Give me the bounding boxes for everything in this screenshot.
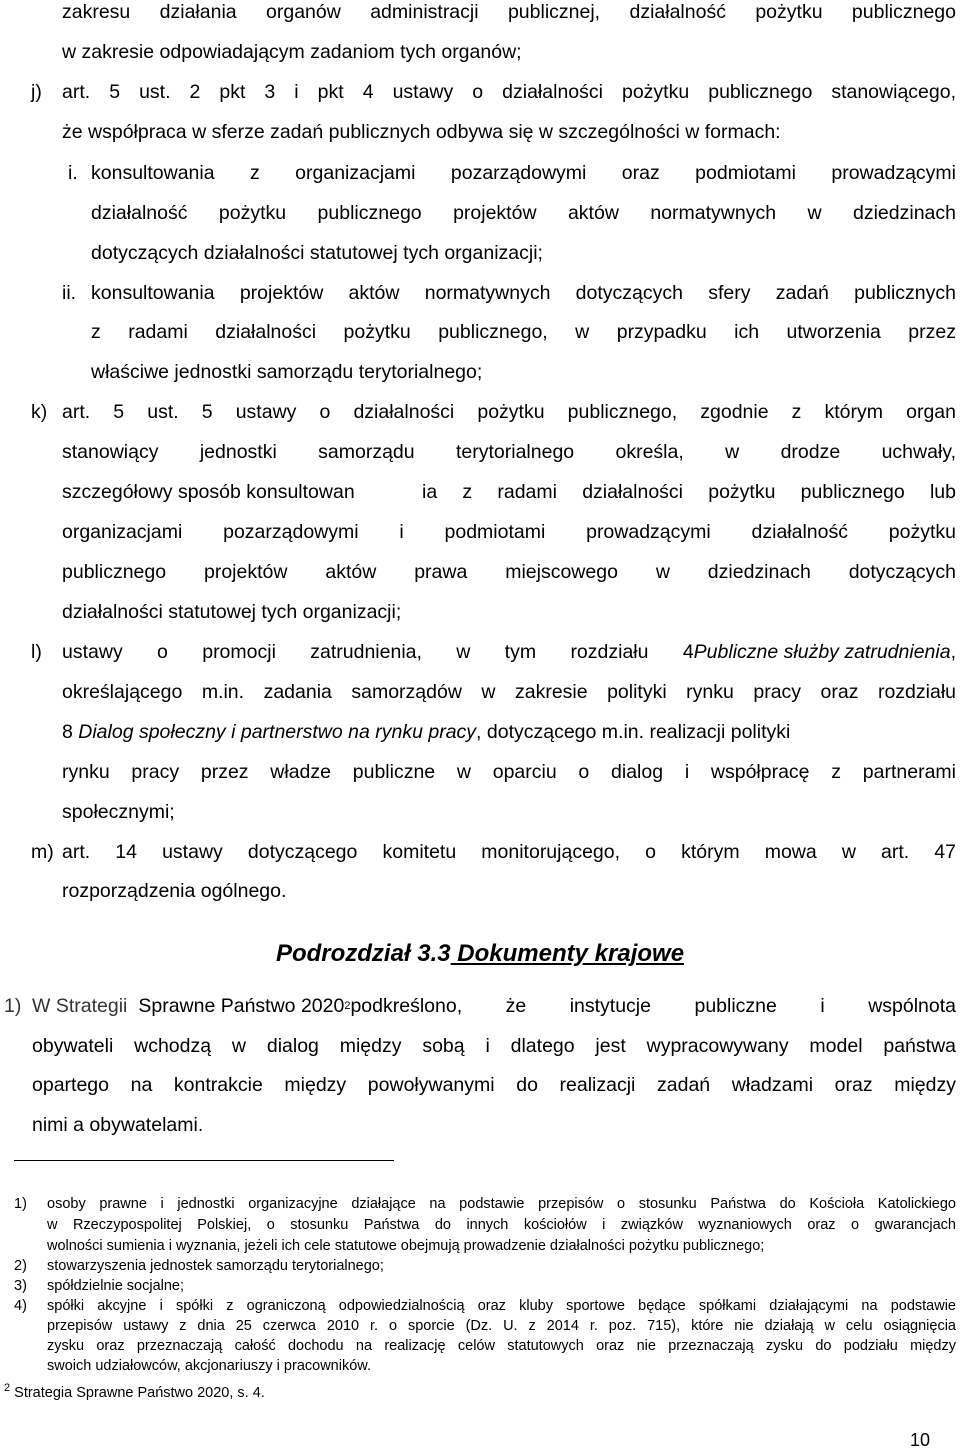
text-line: art. 5 ust. 2 pkt 3 i pkt 4 ustawy o działalności pożytku publicznego stanowiącego, xyxy=(62,81,956,103)
text-segment: W Strategii xyxy=(32,995,128,1017)
list-marker: m) xyxy=(31,841,54,863)
text-line xyxy=(62,640,956,664)
text-line: działalność pożytku publicznego projektów aktów normatywnych w dziedzinach xyxy=(91,202,956,224)
text-line: organizacjami pozarządowymi i podmiotami prowadzącymi działalność pożytku xyxy=(62,521,956,543)
text-segment: podkreślono, że instytucje publiczne i wspólnota xyxy=(350,995,956,1017)
text-line: w zakresie odpowiadającym zadaniom tych organów; xyxy=(62,41,522,63)
footnote-line: osoby prawne i jednostki organizacyjne działające na podstawie przepisów o stosunku Państwa do Kościoła Katolickiego xyxy=(47,1196,956,1212)
text-line xyxy=(62,720,956,744)
heading-title: Dokumenty krajowe xyxy=(450,940,685,967)
text-line: zakresu działania organów administracji publicznej, działalność pożytku publicznego xyxy=(62,1,956,23)
text-line: określającego m.in. zadania samorządów w zakresie polityki rynku pracy oraz rozdziału xyxy=(62,681,956,703)
text-line: obywateli wchodzą w dialog między sobą i dlatego jest wypracowywany model państwa xyxy=(32,1035,956,1057)
text-line: społecznymi; xyxy=(62,801,175,823)
text-segment: 8 xyxy=(62,721,79,743)
text-segment: , dotyczącego m.in. realizacji polityki xyxy=(476,721,791,743)
list-marker: ii. xyxy=(62,282,77,304)
text-line: publicznego projektów aktów prawa miejscowego w dziedzinach dotyczących xyxy=(62,561,956,583)
footnote-line: spółki akcyjne i spółki z ograniczoną odpowiedzialnością oraz kluby sportowe będące spółkami działającymi na podstawie xyxy=(47,1298,956,1314)
italic-title: Publiczne służby zatrudnienia xyxy=(693,641,951,663)
text-line: konsultowania projektów aktów normatywnych dotyczących sfery zadań publicznych xyxy=(91,282,956,304)
footnote-line: przepisów ustawy z dnia 25 czerwca 2010 r. o sporcie (Dz. U. z 2014 r. poz. 715), które nie działają w celu osiągnięcia xyxy=(47,1318,956,1334)
text-line: z radami działalności pożytku publicznego, w przypadku ich utworzenia przez xyxy=(91,321,956,343)
list-marker: i. xyxy=(68,162,78,184)
footnote-ref: 2 xyxy=(344,1000,351,1012)
text-line: konsultowania z organizacjami pozarządowymi oraz podmiotami prowadzącymi xyxy=(91,162,956,184)
text-line: ia z radami działalności pożytku publicznego lub xyxy=(422,481,956,503)
text-line: art. 14 ustawy dotyczącego komitetu monitorującego, o którym mowa w art. 47 xyxy=(62,841,956,863)
footnote-line: zysku oraz przeznaczają całość dochodu na realizację celów statutowych oraz nie przeznaczają zysku do podziału między xyxy=(47,1338,956,1354)
footnote-marker: 4) xyxy=(14,1298,27,1314)
text-line: art. 5 ust. 5 ustawy o działalności pożytku publicznego, zgodnie z którym organ xyxy=(62,401,956,423)
text-segment: , xyxy=(950,641,956,663)
list-marker: l) xyxy=(31,641,42,663)
page-number: 10 xyxy=(909,1430,930,1450)
footnote-number: 2 xyxy=(4,1382,11,1394)
text-line: szczegółowy sposób konsultowan xyxy=(62,481,355,503)
text-line: działalności statutowej tych organizacji; xyxy=(62,601,402,623)
list-marker: k) xyxy=(31,401,48,423)
footnote-line: stowarzyszenia jednostek samorządu terytorialnego; xyxy=(47,1258,384,1274)
footnote-line: wolności sumienia i wyznania, jeżeli ich cele statutowe obejmują prowadzenie działalności pożytku publicznego; xyxy=(47,1238,765,1254)
footnote-marker: 1) xyxy=(14,1196,27,1212)
footnote-line: w Rzeczypospolitej Polskiej, o stosunku Państwa do innych kościołów i związków wyznaniowych oraz o gwarancjach xyxy=(47,1217,956,1233)
list-marker: j) xyxy=(31,81,42,103)
text-line: nimi a obywatelami. xyxy=(32,1114,204,1136)
document-title: Sprawne Państwo 2020 xyxy=(138,995,345,1017)
heading-number: Podrozdział 3.3 xyxy=(275,940,451,967)
text-line: rozporządzenia ogólnego. xyxy=(62,880,287,902)
text-line: opartego na kontrakcie między powoływanymi do realizacji zadań władzami oraz między xyxy=(32,1074,956,1096)
footnote-line: swoich udziałowców, akcjonariuszy i pracowników. xyxy=(47,1358,371,1374)
text-line: właściwe jednostki samorządu terytorialnego; xyxy=(91,361,483,383)
footnote-text: Strategia Sprawne Państwo 2020, s. 4. xyxy=(10,1385,265,1401)
text-line xyxy=(32,994,956,1018)
italic-title: Dialog społeczny i partnerstwo na rynku pracy xyxy=(78,721,477,743)
text-line: dotyczących działalności statutowej tych organizacji; xyxy=(91,242,543,264)
text-line: rynku pracy przez władze publiczne w oparciu o dialog i współpracę z partnerami xyxy=(62,761,956,783)
list-marker: 1) xyxy=(4,995,22,1017)
footnote-separator xyxy=(14,1160,394,1161)
footnote-line xyxy=(4,1380,265,1402)
footnote-marker: 3) xyxy=(14,1278,27,1294)
text-line: że współpraca w sferze zadań publicznych odbywa się w szczególności w formach: xyxy=(62,121,781,143)
footnote-marker: 2) xyxy=(14,1258,27,1274)
text-line: stanowiący jednostki samorządu terytorialnego określa, w drodze uchwały, xyxy=(62,441,956,463)
footnote-line: spółdzielnie socjalne; xyxy=(47,1278,185,1294)
section-heading xyxy=(0,940,960,968)
text-segment: ustawy o promocji zatrudnienia, w tym rozdziału 4 xyxy=(62,641,694,663)
